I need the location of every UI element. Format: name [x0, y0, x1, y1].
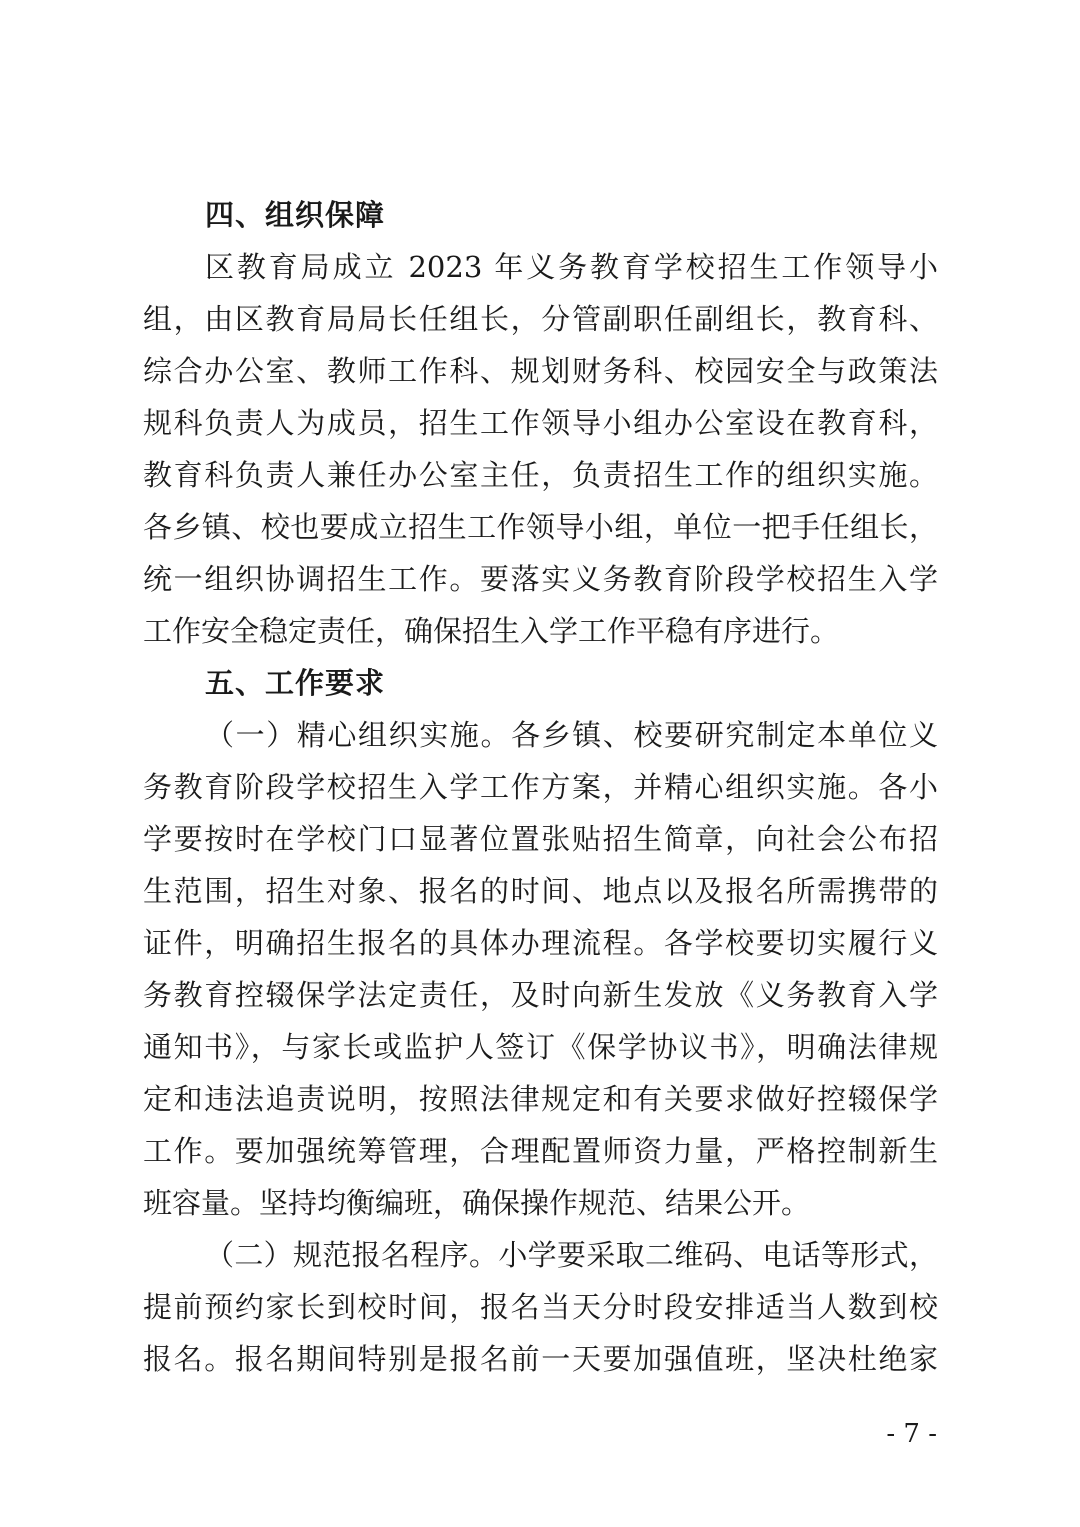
paragraph-line: 证件，明确招生报名的具体办理流程。各学校要切实履行义: [143, 926, 938, 960]
paragraph-line: 学要按时在学校门口显著位置张贴招生简章，向社会公布招: [143, 822, 938, 856]
paragraph-line: 综合办公室、教师工作科、规划财务科、校园安全与政策法: [143, 354, 938, 388]
section-heading-requirements: 五、工作要求: [205, 666, 386, 700]
paragraph-line: 统一组织协调招生工作。要落实义务教育阶段学校招生入学: [143, 562, 938, 596]
paragraph-line: 通知书》，与家长或监护人签订《保学协议书》，明确法律规: [143, 1030, 938, 1064]
paragraph-line: 提前预约家长到校时间，报名当天分时段安排适当人数到校: [143, 1290, 938, 1324]
paragraph-line: 工作。要加强统筹管理，合理配置师资力量，严格控制新生: [143, 1134, 938, 1168]
paragraph-line: 务教育控辍保学法定责任，及时向新生发放《义务教育入学: [143, 978, 938, 1012]
paragraph-line: 工作安全稳定责任，确保招生入学工作平稳有序进行。: [143, 614, 840, 648]
paragraph-line: 规科负责人为成员，招生工作领导小组办公室设在教育科，: [143, 406, 938, 440]
paragraph-line: 教育科负责人兼任办公室主任，负责招生工作的组织实施。: [143, 458, 938, 492]
paragraph-line: 组，由区教育局局长任组长，分管副职任副组长，教育科、: [143, 302, 938, 336]
section-heading-organization: 四、组织保障: [205, 198, 386, 232]
paragraph-line: 定和违法追责说明，按照法律规定和有关要求做好控辍保学: [143, 1082, 938, 1116]
paragraph-line: 区教育局成立 2023 年义务教育学校招生工作领导小: [205, 250, 938, 284]
paragraph-line: 各乡镇、校也要成立招生工作领导小组，单位一把手任组长，: [143, 510, 938, 544]
paragraph-line: 班容量。坚持均衡编班，确保操作规范、结果公开。: [143, 1186, 811, 1220]
paragraph-line: 报名。报名期间特别是报名前一天要加强值班，坚决杜绝家: [143, 1342, 938, 1376]
paragraph-line: （二）规范报名程序。小学要采取二维码、电话等形式，: [205, 1238, 938, 1272]
paragraph-line: 务教育阶段学校招生入学工作方案，并精心组织实施。各小: [143, 770, 938, 804]
page-number: - 7 -: [886, 1419, 937, 1449]
paragraph-line: 生范围，招生对象、报名的时间、地点以及报名所需携带的: [143, 874, 938, 908]
paragraph-line: （一）精心组织实施。各乡镇、校要研究制定本单位义: [205, 718, 938, 752]
